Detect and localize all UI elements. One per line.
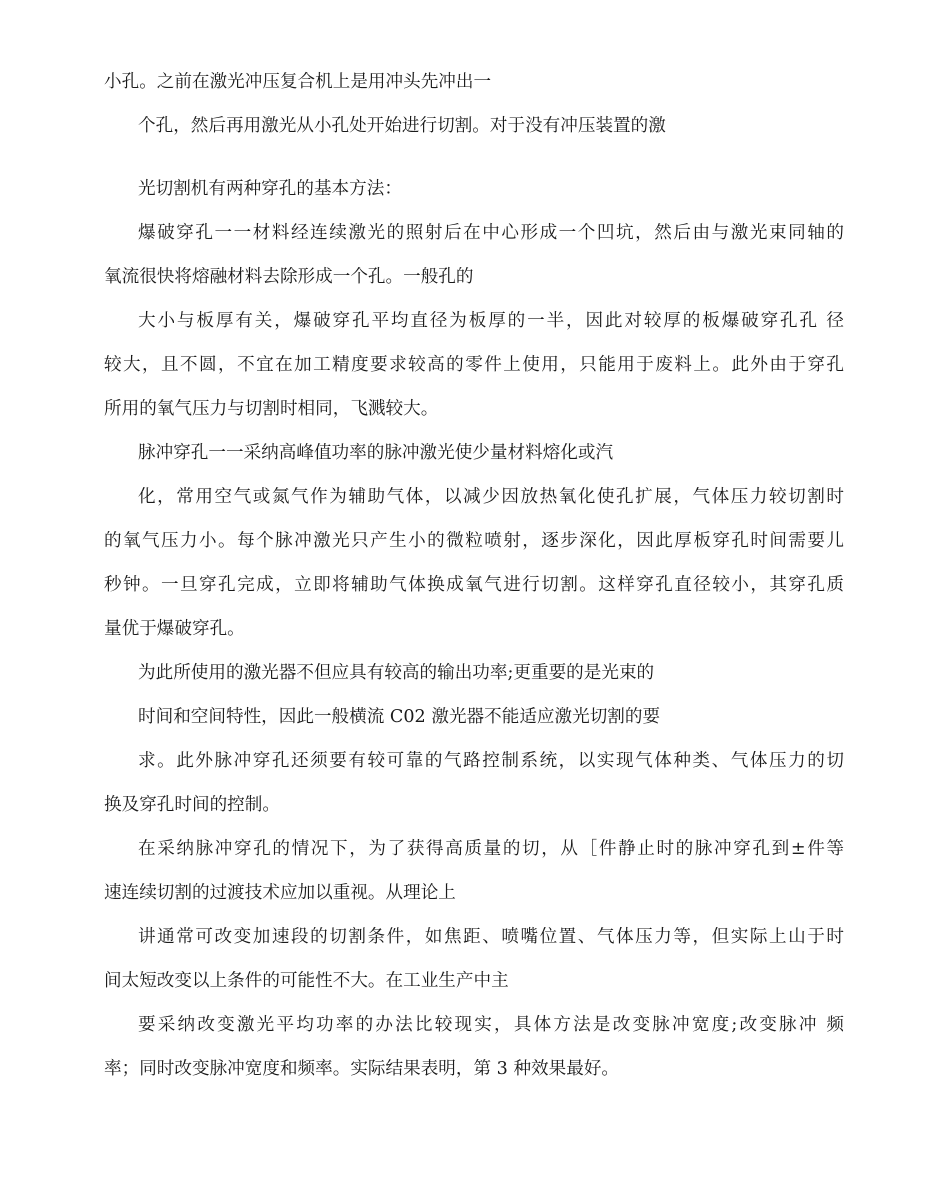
text-line: 时间和空间特性，因此一般横流 C02 激光器不能适应激光切割的要 bbox=[138, 707, 661, 727]
text-line: 速连续切割的过渡技术应加以重视。从理论上 bbox=[104, 883, 456, 903]
text-line: 率；同时改变脉冲宽度和频率。实际结果表明，第 3 种效果最好。 bbox=[104, 1059, 620, 1079]
text-line: 氧流很快将熔融材料去除形成一个孔。一般孔的 bbox=[104, 267, 474, 287]
text-line: 所用的氧气压力与切割时相同，飞溅较大。 bbox=[104, 399, 439, 419]
text-line: 为此所使用的激光器不但应具有较高的输出功率;更重要的是光束的 bbox=[138, 663, 655, 683]
text-line: 的氧气压力小。每个脉冲激光只产生小的微粒喷射，逐步深化，因此厚板穿孔时间需要儿 bbox=[104, 531, 844, 551]
text-line: 求。此外脉冲穿孔还须要有较可靠的气路控制系统，以实现气体种类、气体压力的切 bbox=[138, 751, 844, 771]
text-line: 较大，且不圆，不宜在加工精度要求较高的零件上使用，只能用于废料上。此外由于穿孔 bbox=[104, 355, 844, 375]
text-line: 秒钟。一旦穿孔完成，立即将辅助气体换成氧气进行切割。这样穿孔直径较小，其穿孔质 bbox=[104, 575, 844, 595]
text-line: 量优于爆破穿孔。 bbox=[104, 619, 245, 639]
text-line: 大小与板厚有关，爆破穿孔平均直径为板厚的一半，因此对较厚的板爆破穿孔孔 径 bbox=[138, 311, 844, 331]
text-line: 光切割机有两种穿孔的基本方法： bbox=[138, 179, 402, 199]
text-line: 讲通常可改变加速段的切割条件，如焦距、喷嘴位置、气体压力等，但实际上山于时 bbox=[138, 927, 844, 947]
text-line: 爆破穿孔一一材料经连续激光的照射后在中心形成一个凹坑，然后由与激光束同轴的 bbox=[138, 223, 844, 243]
text-line: 间太短改变以上条件的可能性不大。在工业生产中主 bbox=[104, 971, 509, 991]
text-line: 个孔，然后再用激光从小孔处开始进行切割。对于没有冲压装置的激 bbox=[138, 116, 666, 136]
text-line: 化，常用空气或氮气作为辅助气体，以减少因放热氧化使孔扩展，气体压力较切割时 bbox=[138, 487, 844, 507]
text-line: 脉冲穿孔一一采纳高峰值功率的脉冲激光使少量材料熔化或汽 bbox=[138, 443, 614, 463]
text-line: 在采纳脉冲穿孔的情况下，为了获得高质量的切，从［件静止时的脉冲穿孔到±件等 bbox=[138, 839, 844, 859]
text-line: 换及穿孔时间的控制。 bbox=[104, 795, 280, 815]
text-line: 小孔。之前在激光冲压复合机上是用冲头先冲出一 bbox=[104, 72, 492, 92]
text-line: 要采纳改变激光平均功率的办法比较现实，具体方法是改变脉冲宽度;改变脉冲 频 bbox=[138, 1015, 844, 1035]
